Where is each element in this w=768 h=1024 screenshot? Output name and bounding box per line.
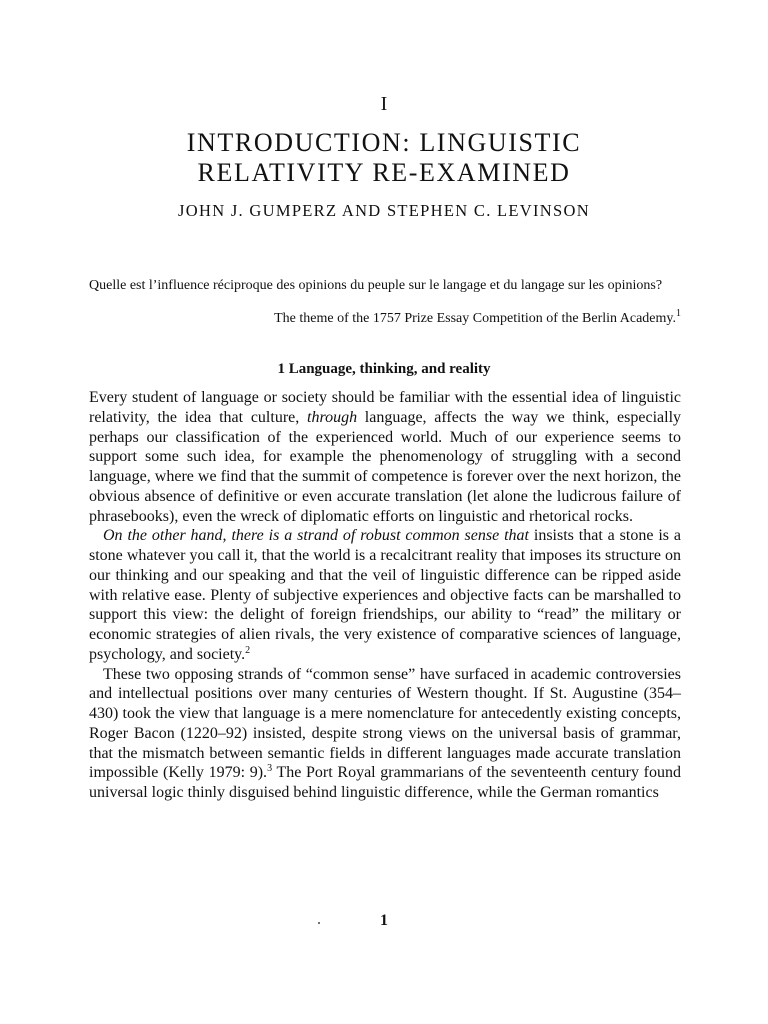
epigraph-attribution bbox=[89, 308, 681, 327]
chapter-title-line-1: INTRODUCTION: LINGUISTIC bbox=[186, 128, 582, 157]
chapter-title-line-2: RELATIVITY RE-EXAMINED bbox=[197, 158, 571, 187]
body-text bbox=[89, 388, 681, 803]
paragraph-3-text-b: The Port Royal grammarians of the seventeenth century found universal logic thinly disguised behind linguistic difference, while the German romantics bbox=[89, 764, 681, 801]
chapter-title bbox=[0, 128, 768, 188]
footnote-marker: 2 bbox=[245, 644, 251, 656]
paragraph-1 bbox=[89, 388, 681, 526]
paragraph-1-emphasis: through bbox=[307, 408, 358, 426]
paragraph-1-text-a: Every student of language or society should be familiar with the essential idea of linguistic relativity, the idea that culture, bbox=[89, 389, 681, 426]
paragraph-2-text: insists that a stone is a stone whatever you call it, that the world is a recalcitrant reality that imposes its structure on our thinking and our speaking and that the veil of linguistic difference can be ripped aside with relative ease. Plenty of subjective experiences and objective facts can be marshalled to support this view: the delight of foreign friendships, our ability to “read” the military or economic strategies of alien rivals, the very existence of comparative sciences of language, psychology, and society. bbox=[89, 527, 682, 663]
chapter-number: I bbox=[380, 93, 388, 115]
epigraph-quote: Quelle est l’influence réciproque des opinions du peuple sur le langage et du langage sur les opinions? bbox=[89, 278, 663, 293]
paragraph-3-text-a: These two opposing strands of “common sense” have surfaced in academic controversies and intellectual positions over many centuries of Western thought. If St. Augustine (354–430) took the view that language is a mere nomenclature for antecedently existing concepts, Roger Bacon (1220–92) insisted, despite strong views on the universal basis of grammar, that the mismatch between semantic fields in different languages made accurate translation impossible (Kelly 1979: 9). bbox=[89, 665, 681, 782]
paragraph-3 bbox=[89, 665, 681, 803]
paragraph-1-text-b: language, affects the way we think, especially perhaps our classification of the experienced world. Much of our experience seems to support some such idea, for example the phenomenology of struggling with a second language, where we find that the summit of competence is forever over the next horizon, the obvious absence of definitive or even accurate translation (let alone the ludicrous failure of phrasebooks), even the wreck of diplomatic efforts on linguistic and rhetorical rocks. bbox=[89, 408, 682, 525]
paragraph-2 bbox=[89, 526, 681, 664]
section-heading: 1 Language, thinking, and reality bbox=[277, 361, 491, 377]
footnote-marker: 3 bbox=[267, 763, 273, 775]
page-number: 1 bbox=[380, 912, 388, 929]
chapter-authors: JOHN J. GUMPERZ AND STEPHEN C. LEVINSON bbox=[178, 201, 590, 220]
footnote-marker: 1 bbox=[676, 308, 681, 319]
epigraph-attribution-text: The theme of the 1757 Prize Essay Competition of the Berlin Academy. bbox=[274, 311, 676, 326]
paragraph-2-emphasis: On the other hand, there is a strand of robust common sense that bbox=[103, 527, 529, 545]
